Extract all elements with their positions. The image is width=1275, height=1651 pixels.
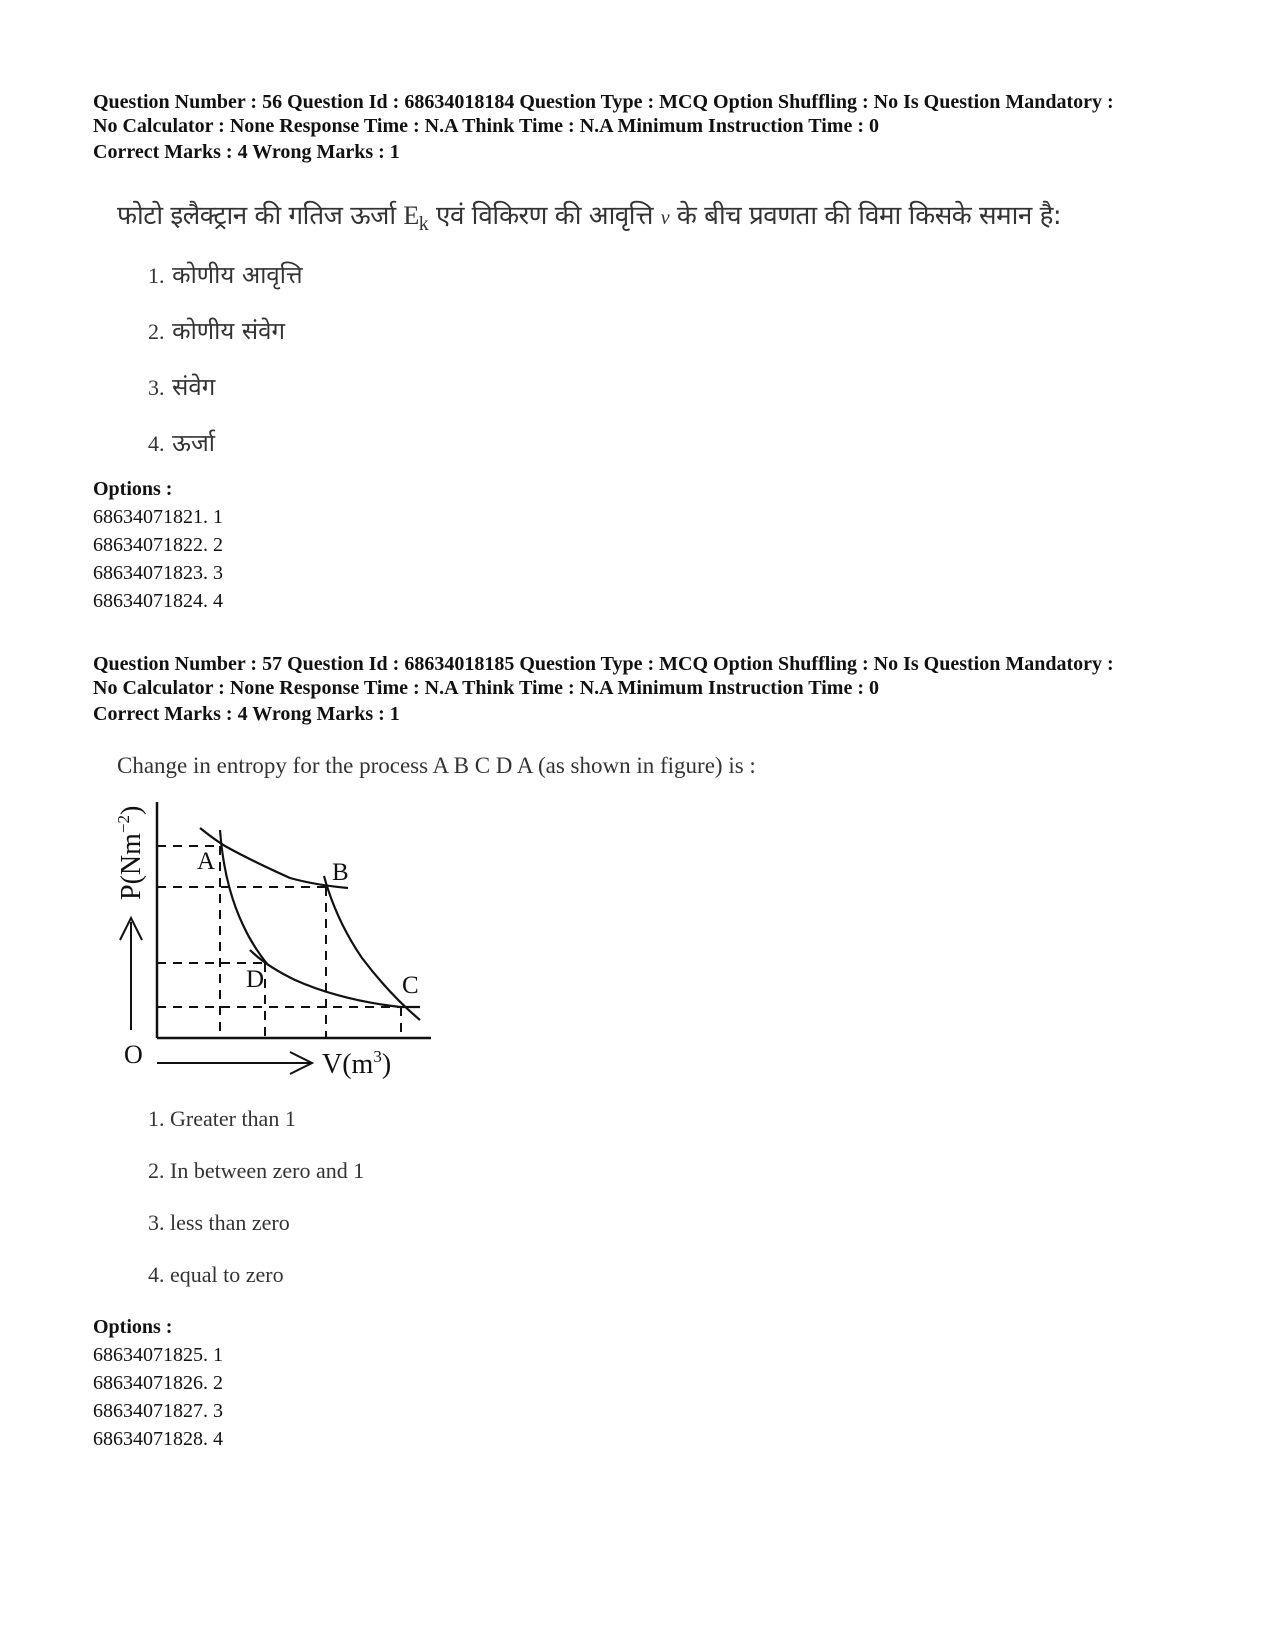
- option-line: 68634071823. 3: [93, 562, 223, 584]
- choice-number: 3.: [148, 1210, 165, 1235]
- choice-number: 4.: [148, 1262, 165, 1287]
- meta-line-1: Question Number : 57 Question Id : 68634018185 Question Type : MCQ Option Shuffling : No Is Question Mandatory :: [93, 653, 1114, 675]
- option-line: 68634071824. 4: [93, 590, 223, 612]
- curve-dc: [250, 950, 420, 1007]
- choice-text: Greater than 1: [170, 1106, 296, 1131]
- choice-text: In between zero and 1: [170, 1158, 365, 1183]
- choice-text: less than zero: [170, 1210, 290, 1235]
- choice-number: 4.: [148, 431, 165, 456]
- choice-number: 2.: [148, 1158, 165, 1183]
- option-line: 68634071827. 3: [93, 1400, 223, 1422]
- choice-1: [148, 1106, 296, 1132]
- choice-number: 2.: [148, 319, 165, 344]
- choice-2: [148, 314, 285, 347]
- choice-number: 1.: [148, 1106, 165, 1131]
- option-line: 68634071826. 2: [93, 1372, 223, 1394]
- option-line: 68634071828. 4: [93, 1428, 223, 1450]
- choice-text: संवेग: [172, 373, 216, 401]
- point-label-c: C: [402, 972, 419, 999]
- dashed-guides: [157, 846, 401, 1038]
- choice-number: 1.: [148, 263, 165, 288]
- meta-line-2: No Calculator : None Response Time : N.A Think Time : N.A Minimum Instruction Time : 0: [93, 115, 879, 137]
- choice-4: [148, 426, 215, 459]
- choice-text: equal to zero: [170, 1262, 284, 1287]
- choice-1: [148, 258, 303, 291]
- stem-ek: E: [403, 201, 419, 230]
- choice-2: [148, 1158, 364, 1184]
- option-line: 68634071822. 2: [93, 534, 223, 556]
- question-stem: [117, 196, 1061, 236]
- curve-ad: [220, 830, 268, 965]
- option-line: 68634071821. 1: [93, 506, 223, 528]
- stem-ek-sub: k: [418, 213, 429, 235]
- choice-number: 3.: [148, 375, 165, 400]
- options-heading: Options :: [93, 478, 173, 500]
- question-stem: Change in entropy for the process A B C D A (as shown in figure) is :: [117, 753, 756, 778]
- question-meta: [93, 90, 1203, 138]
- choice-text: ऊर्जा: [172, 429, 216, 457]
- stem-text-3: के बीच प्रवणता की विमा किसके समान है:: [669, 201, 1062, 231]
- choice-4: [148, 1262, 284, 1288]
- question-meta: [93, 652, 1203, 700]
- marks-line: Correct Marks : 4 Wrong Marks : 1: [93, 703, 400, 725]
- choice-3: [148, 1210, 290, 1236]
- meta-line-2: No Calculator : None Response Time : N.A Think Time : N.A Minimum Instruction Time : 0: [93, 677, 879, 699]
- stem-nu: ν: [660, 207, 670, 229]
- choice-text: कोणीय संवेग: [172, 317, 285, 345]
- choice-3: [148, 370, 215, 403]
- marks-line: Correct Marks : 4 Wrong Marks : 1: [93, 141, 400, 163]
- y-axis-label: $P(Nm^{-2})$: [114, 805, 147, 900]
- option-line: 68634071825. 1: [93, 1344, 223, 1366]
- x-axis-label: $V(m^3)$: [322, 1047, 392, 1080]
- point-label-b: B: [332, 859, 349, 886]
- pv-diagram: [100, 790, 440, 1090]
- point-label-d: D: [246, 966, 265, 993]
- stem-text-1: फोटो इलैक्ट्रान की गतिज ऊर्जा: [117, 201, 404, 231]
- point-label-a: A: [197, 848, 216, 875]
- options-heading: Options :: [93, 1316, 173, 1338]
- choice-text: कोणीय आवृत्ति: [172, 261, 303, 289]
- stem-text-2: एवं विकिरण की आवृत्ति: [428, 201, 661, 231]
- origin-label: O: [124, 1040, 143, 1069]
- meta-line-1: Question Number : 56 Question Id : 68634018184 Question Type : MCQ Option Shuffling : No Is Question Mandatory :: [93, 91, 1114, 113]
